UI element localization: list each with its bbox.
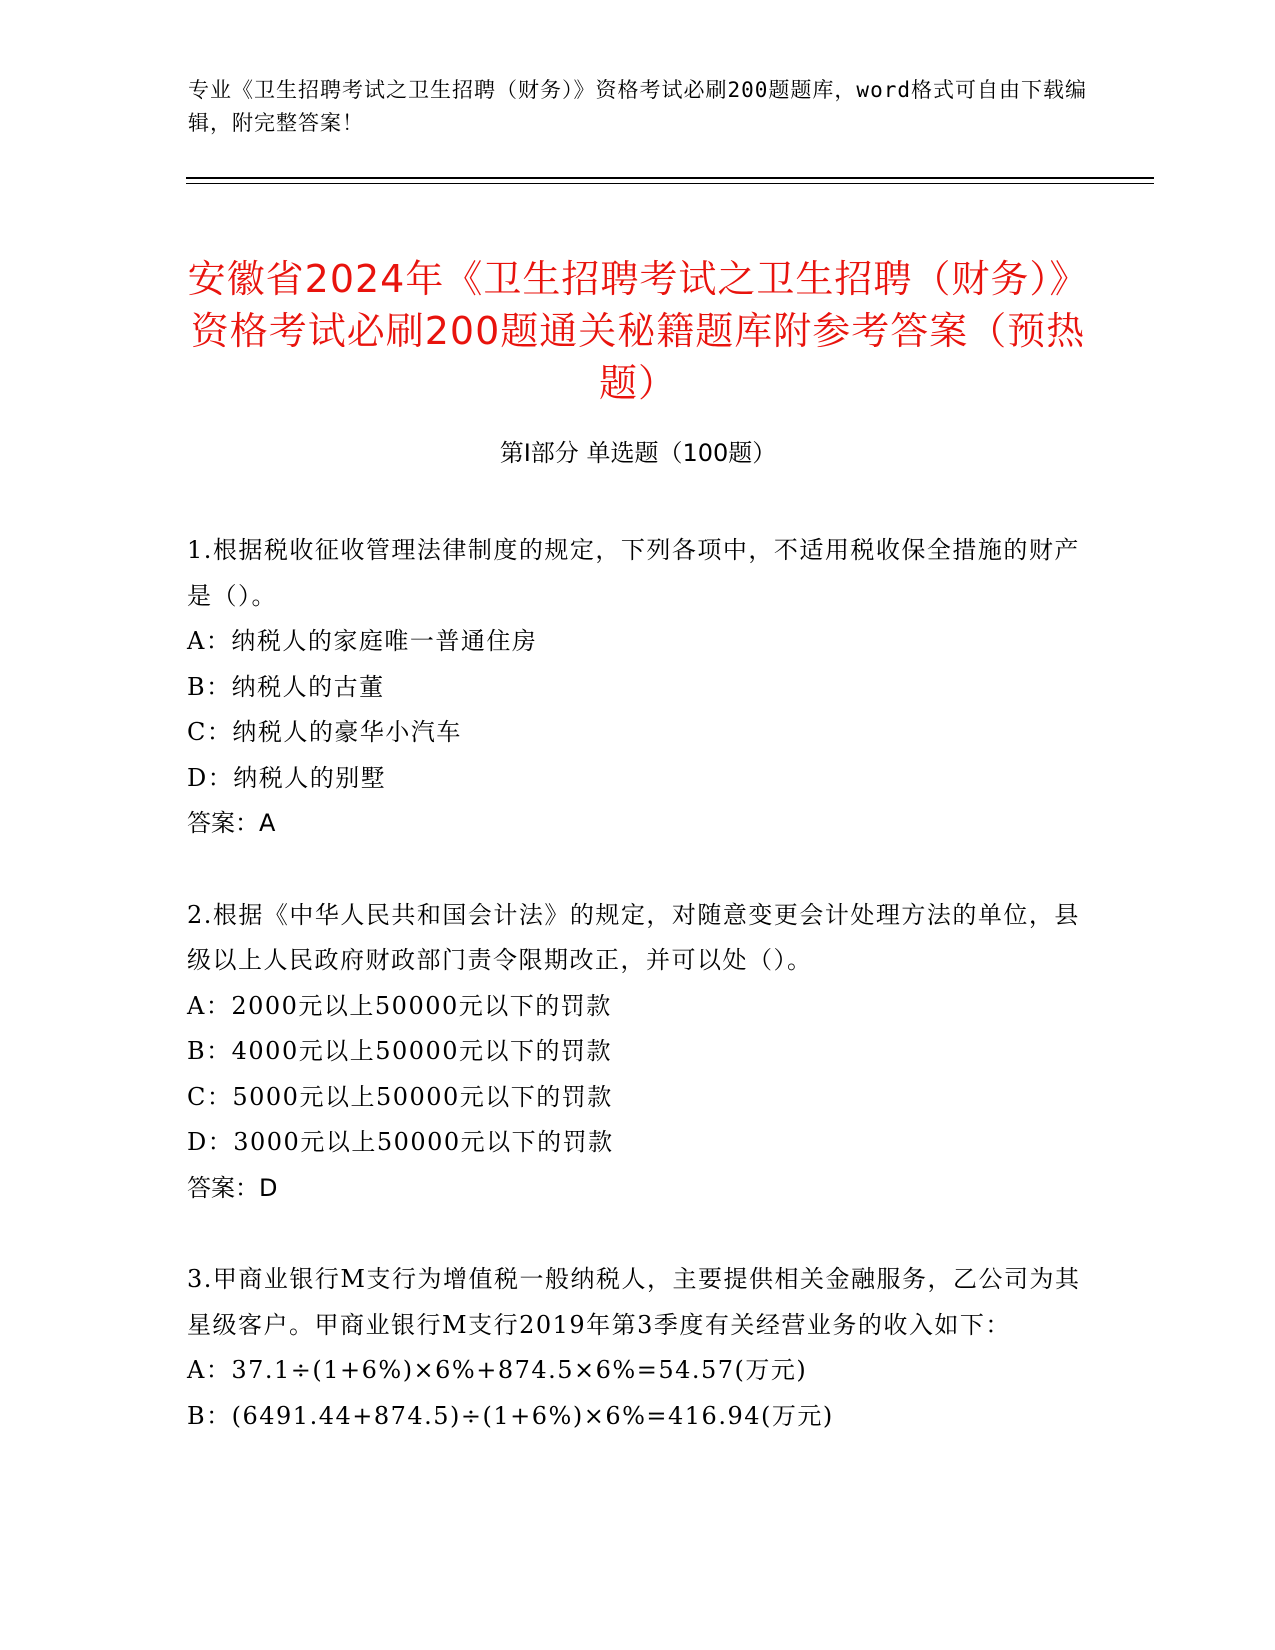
- question-option: D：3000元以上50000元以下的罚款: [187, 1128, 614, 1156]
- question-option: D：纳税人的别墅: [187, 763, 387, 792]
- question-option: A：2000元以上50000元以下的罚款: [187, 991, 612, 1020]
- question-option: B：4000元以上50000元以下的罚款: [187, 1037, 613, 1065]
- question-stem: 2.根据《中华人民共和国会计法》的规定，对随意变更会计处理方法的单位，县级以上人民政府财政部门责令限期改正，并可以处（）。: [187, 900, 1080, 974]
- question-option: A：37.1÷(1+6%)×6%+874.5×6%=54.57(万元): [187, 1356, 808, 1384]
- question-list: [187, 528, 1087, 1485]
- header-divider-thin: [186, 183, 1154, 184]
- header-divider-thick: [186, 177, 1154, 179]
- question-answer: 答案：A: [187, 809, 276, 837]
- question-option: A：纳税人的家庭唯一普通住房: [187, 627, 538, 655]
- question-option: C：5000元以上50000元以下的罚款: [187, 1082, 613, 1111]
- question-item: [187, 893, 1087, 1212]
- question-item: [187, 1257, 1087, 1439]
- question-option: C：纳税人的豪华小汽车: [187, 718, 462, 746]
- question-item: [187, 528, 1087, 847]
- document-title: 安徽省2024年《卫生招聘考试之卫生招聘（财务）》资格考试必刷200题通关秘籍题库附参考答案（预热题）: [187, 257, 1089, 406]
- question-stem: 1.根据税收征收管理法律制度的规定，下列各项中，不适用税收保全措施的财产是（）。: [187, 536, 1080, 610]
- question-option: B：(6491.44+874.5)÷(1+6%)×6%=416.94(万元): [187, 1401, 834, 1430]
- question-option: B：纳税人的古董: [187, 672, 385, 701]
- question-stem: 3.甲商业银行M支行为增值税一般纳税人，主要提供相关金融服务，乙公司为其星级客户。甲商业银行M支行2019年第3季度有关经营业务的收入如下：: [187, 1265, 1081, 1339]
- header-note: 专业《卫生招聘考试之卫生招聘（财务）》资格考试必刷200题题库，word格式可自由下载编辑，附完整答案！: [188, 78, 1087, 135]
- section-title: 第I部分 单选题（100题）: [499, 439, 777, 467]
- question-answer: 答案：D: [187, 1173, 278, 1202]
